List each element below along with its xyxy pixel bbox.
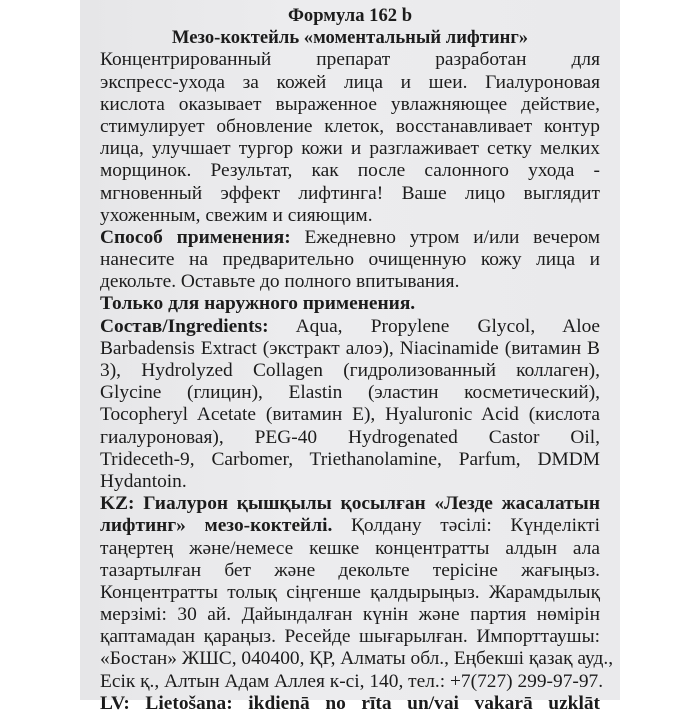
ingredients-line: Barbadensis Extract (экстракт алоэ), Niacinamide (витамин B bbox=[100, 337, 600, 359]
description-line: мгновенный эффект лифтинга! Ваше лицо выглядит bbox=[100, 182, 600, 204]
kz-text: Қолдану тәсілі: Күнделікті bbox=[332, 515, 600, 537]
external-use-warning: Только для наружного применения. bbox=[100, 293, 416, 315]
ingredients-line: Glycine (глицин), Elastin (эластин косметический), bbox=[100, 382, 600, 404]
ingredients-line: гиалуроновая), PEG-40 Hydrogenated Castor Oil, bbox=[100, 426, 600, 448]
kz-line: «Бостан» ЖШС, 040400, ҚР, Алматы обл., Еңбекші қазақ ауд., bbox=[100, 648, 614, 670]
ingredients-text: Aqua, Propylene Glycol, Aloe bbox=[268, 315, 600, 337]
ingredients-line bbox=[100, 316, 600, 338]
kz-heading: KZ: Гиалурон қышқылы қосылған «Лезде жасалатын bbox=[100, 493, 600, 515]
ingredients-heading: Состав/Ingredients: bbox=[100, 315, 269, 337]
usage-line: нанесите на предварительно очищенную кожу лица и bbox=[100, 249, 600, 271]
ingredients-line: Tocopheryl Acetate (витамин E), Hyaluronic Acid (кислота bbox=[100, 404, 600, 426]
kz-line bbox=[100, 515, 600, 537]
label-text bbox=[100, 5, 614, 715]
ingredients-line: Hydantoin. bbox=[100, 470, 187, 492]
kz-line: мерзімі: 30 ай. Дайындалған күнін және партия нөмірін bbox=[100, 604, 600, 626]
ingredients-line: Trideceth-9, Carbomer, Triethanolamine, Parfum, DMDM bbox=[100, 448, 600, 470]
description-line: лица, улучшает тургор кожи и разглаживает сетку мелких bbox=[100, 138, 600, 160]
description-line: экспресс-ухода за кожей лица и шеи. Гиалуроновая bbox=[100, 71, 600, 93]
usage-line bbox=[100, 227, 600, 249]
kz-line: таңертең және/немесе кешке концентратты алдын ала bbox=[100, 537, 600, 559]
kz-heading-cont: лифтинг» мезо-коктейлі. bbox=[100, 515, 333, 537]
kz-line: тазартылған бет және декольте терісіне жағыңыз. bbox=[100, 559, 600, 581]
description-line: морщинок. Результат, как после салонного ухода - bbox=[100, 160, 600, 182]
description-line: ухоженным, свежим и сияющим. bbox=[100, 204, 373, 226]
description-line: стимулирует обновление клеток, восстанавливает контур bbox=[100, 115, 600, 137]
kz-line: Есік қ., Алтын Адам Аллея к-сі, 140, тел.: +7(727) 299-97-97. bbox=[100, 670, 604, 692]
kz-line: Концентратты толық сіңгенше қалдырыңыз. Жарамдылық bbox=[100, 581, 600, 603]
usage-heading: Способ применения: bbox=[100, 226, 291, 248]
product-subtitle: Мезо-коктейль «моментальный лифтинг» bbox=[171, 27, 529, 49]
description-line: Концентрированный препарат разработан для bbox=[100, 49, 600, 71]
lv-heading: LV: Lietošana: ikdienā no rīta un/vai vakarā uzklāt bbox=[100, 692, 600, 714]
product-title: Формула 162 b bbox=[287, 5, 413, 26]
product-label-panel bbox=[80, 0, 620, 714]
ingredients-line: 3), Hydrolyzed Collagen (гидролизованный коллаген), bbox=[100, 360, 600, 381]
usage-text: Ежедневно утром и/или вечером bbox=[290, 226, 601, 248]
description-line: кислота оказывает выраженное увлажняющее действие, bbox=[100, 93, 600, 115]
kz-line: қаптамадан қараңыз. Ресейде шығарылған. Импорттаушы: bbox=[100, 626, 600, 648]
usage-line: декольте. Оставьте до полного впитывания. bbox=[100, 271, 460, 293]
